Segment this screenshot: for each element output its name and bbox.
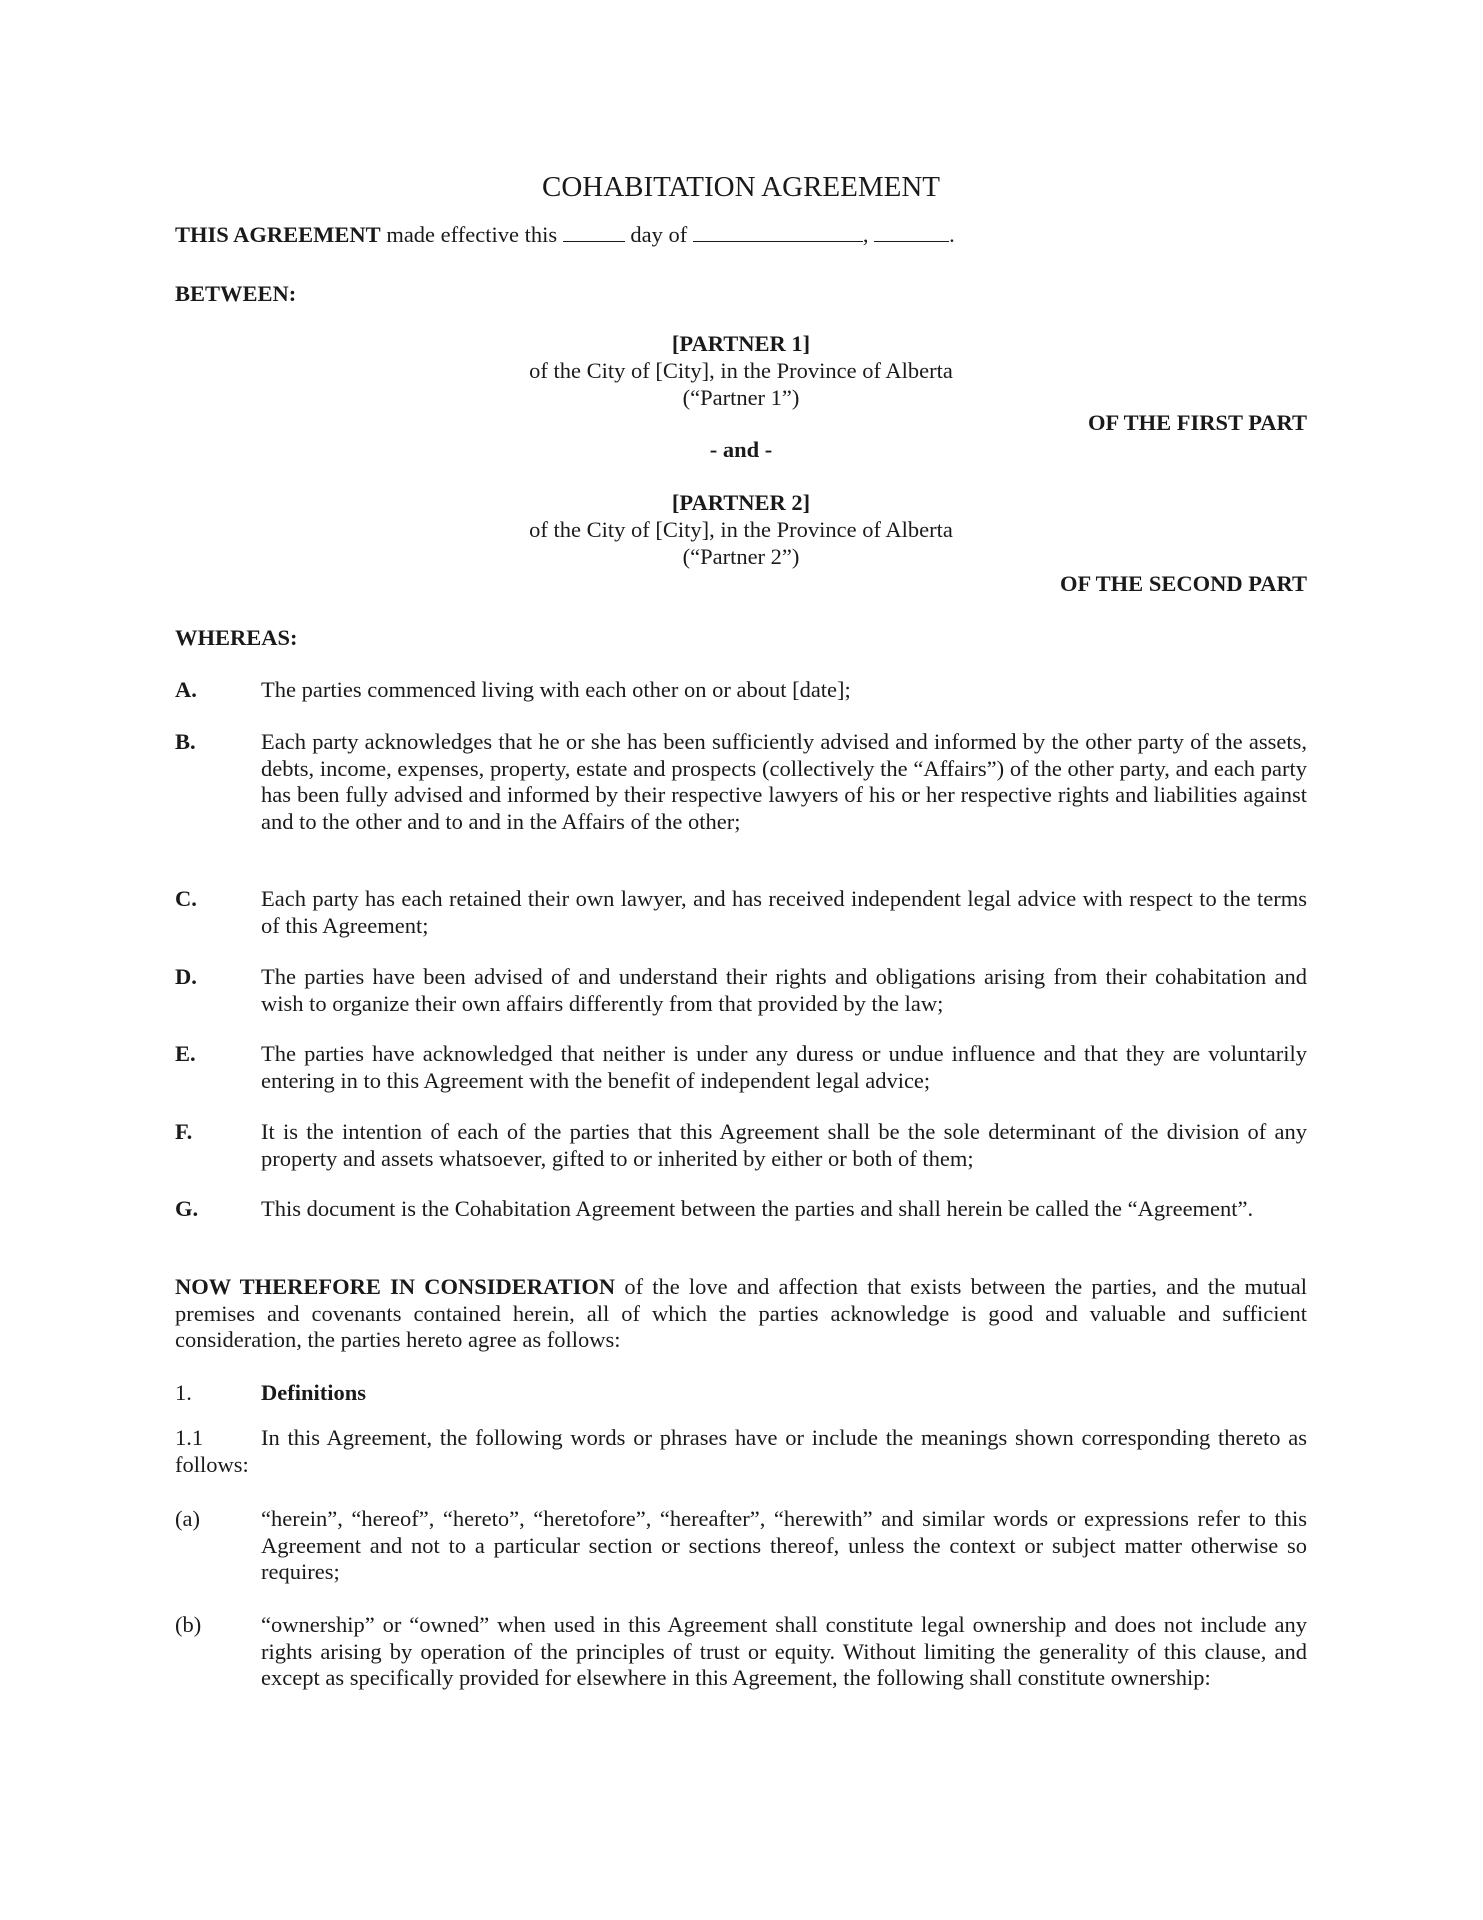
section-title: Definitions <box>261 1380 367 1405</box>
recital-d <box>175 964 1307 1017</box>
recital-a <box>175 677 1307 704</box>
partner1-location: of the City of [City], in the Province of Alberta <box>529 358 953 383</box>
recital-g <box>175 1196 1307 1223</box>
definition-label: (a) <box>175 1506 200 1531</box>
recital-label: F. <box>175 1119 193 1144</box>
section-1-heading <box>175 1380 1307 1407</box>
and-separator: - and - <box>709 437 773 462</box>
intro-lead: THIS AGREEMENT <box>175 222 381 247</box>
recital-text: This document is the Cohabitation Agreement between the parties and shall herein be called the “Agreement”. <box>261 1196 1254 1221</box>
whereas-heading: WHEREAS: <box>175 625 298 650</box>
recital-label: E. <box>175 1041 196 1066</box>
recital-text: The parties have been advised of and understand their rights and obligations arising from their cohabitation and wish to organize their own affairs differently from that provided by the law; <box>261 964 1307 1016</box>
agreement-intro <box>175 222 1307 249</box>
partner2-name: [PARTNER 2] <box>671 490 811 515</box>
partner2-alias: (“Partner 2”) <box>682 544 800 569</box>
recital-text: It is the intention of each of the parties that this Agreement shall be the sole determinant of the division of any property and assets whatsoever, gifted to or inherited by either or both of them; <box>261 1119 1307 1171</box>
intro-text: . <box>949 222 955 247</box>
partner2-location: of the City of [City], in the Province of Alberta <box>529 517 953 542</box>
recital-text: The parties have acknowledged that neither is under any duress or undue influence and that they are voluntarily entering in to this Agreement with the benefit of independent legal advice; <box>261 1041 1307 1093</box>
intro-text: , <box>862 222 875 247</box>
partner1-alias: (“Partner 1”) <box>682 385 800 410</box>
definition-b <box>175 1612 1307 1692</box>
day-blank[interactable] <box>563 223 625 242</box>
consideration-lead: NOW THEREFORE IN CONSIDERATION <box>175 1274 616 1299</box>
clause-1-1 <box>175 1425 1307 1478</box>
month-blank[interactable] <box>693 223 863 242</box>
partner2-part: OF THE SECOND PART <box>1060 571 1307 596</box>
clause-number: 1.1 <box>175 1425 204 1450</box>
intro-text: day of <box>624 222 693 247</box>
intro-text: made effective this <box>380 222 563 247</box>
partner1-part: OF THE FIRST PART <box>1087 410 1307 435</box>
partner1-name: [PARTNER 1] <box>671 331 811 356</box>
section-number: 1. <box>175 1380 192 1405</box>
recital-text: Each party acknowledges that he or she has been sufficiently advised and informed by the other party of the assets, debts, income, expenses, property, estate and prospects (collectively the “Affairs”) of the other party, and each party has been fully advised and informed by their respective lawyers of his or her respective rights and liabilities against and to the other and to and in the Affairs of the other; <box>261 729 1307 834</box>
consideration-paragraph <box>175 1274 1307 1354</box>
definition-text: “ownership” or “owned” when used in this Agreement shall constitute legal ownership and does not include any rights arising by operation of the principles of trust or equity. Without limiting the generality of this clause, and except as specifically provided for elsewhere in this Agreement, the following shall constitute ownership: <box>261 1612 1307 1690</box>
consideration-text: of the love and affection that exists between the parties, and the mutual premises and covenants contained herein, all of which the parties acknowledge is good and valuable and sufficient consideration, the parties hereto agree as follows: <box>175 1274 1307 1352</box>
recital-label: B. <box>175 729 196 754</box>
definition-a <box>175 1506 1307 1586</box>
definition-text: “herein”, “hereof”, “hereto”, “heretofore”, “hereafter”, “herewith” and similar words or expressions refer to this Agreement and not to a particular section or sections thereof, unless the context or subject matter otherwise so requires; <box>261 1506 1307 1584</box>
recital-label: A. <box>175 677 197 702</box>
definition-label: (b) <box>175 1612 202 1637</box>
recital-text: Each party has each retained their own lawyer, and has received independent legal advice with respect to the terms of this Agreement; <box>261 886 1307 938</box>
between-heading: BETWEEN: <box>175 281 297 306</box>
recital-text: The parties commenced living with each other on or about [date]; <box>261 677 851 702</box>
recital-b <box>175 729 1307 835</box>
recital-f <box>175 1119 1307 1172</box>
recital-label: C. <box>175 886 197 911</box>
document-title: COHABITATION AGREEMENT <box>541 171 940 203</box>
recital-label: D. <box>175 964 197 989</box>
recital-label: G. <box>175 1196 199 1221</box>
recital-e <box>175 1041 1307 1094</box>
recital-c <box>175 886 1307 939</box>
year-blank[interactable] <box>874 223 949 242</box>
clause-text: In this Agreement, the following words or phrases have or include the meanings shown corresponding thereto as follows: <box>175 1425 1307 1477</box>
